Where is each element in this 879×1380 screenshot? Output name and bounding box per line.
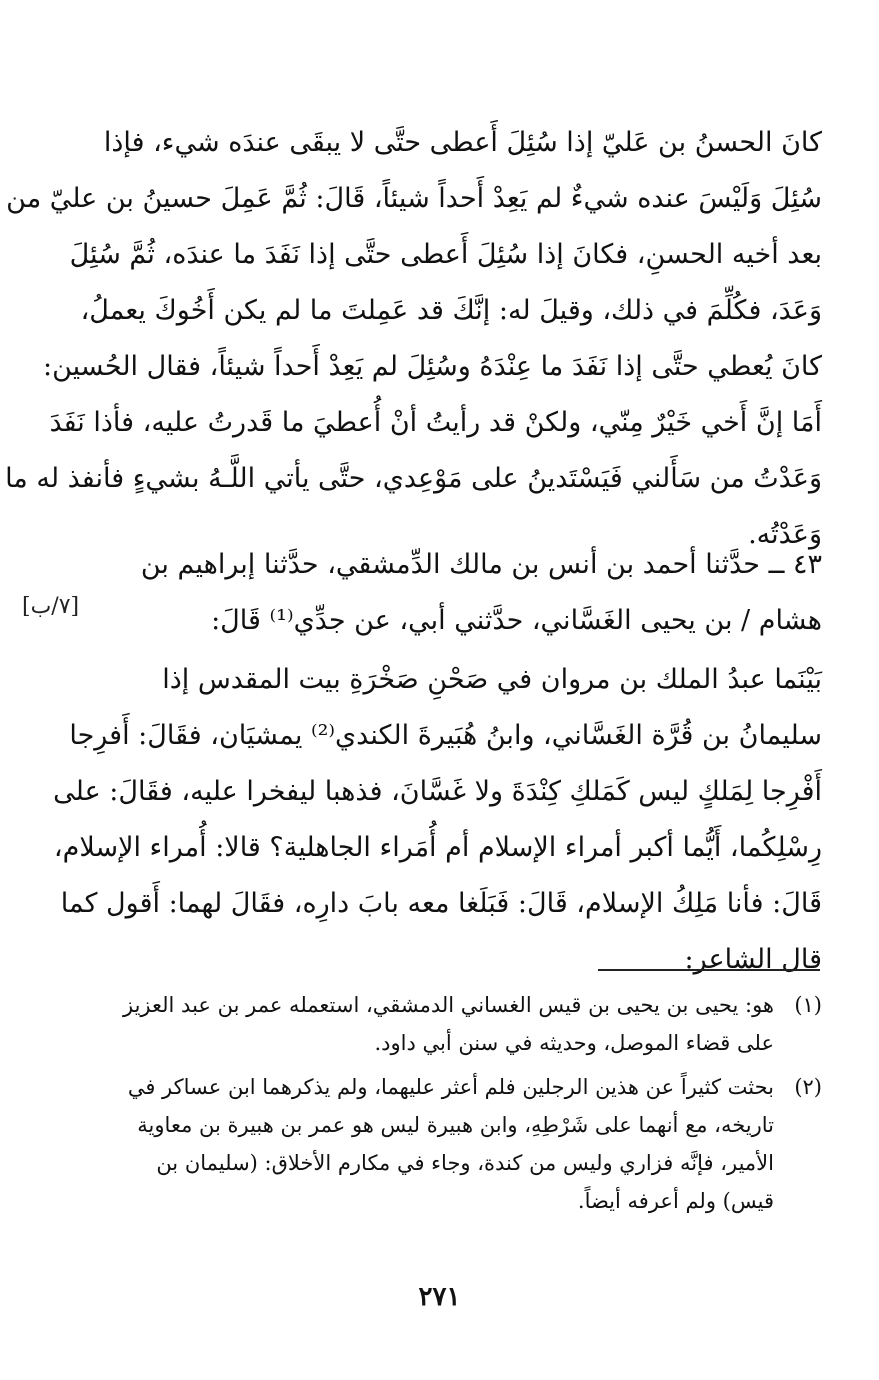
- text-line: أَمَا إنَّ أَخي خَيْرٌ مِنّي، ولكنْ قد رأيتُ أنْ أُعطيَ ما قَدرتُ عليه، فأذا نَفَدَ: [49, 407, 822, 438]
- text-line: قال الشاعر:: [684, 944, 822, 975]
- text-line: هشام / بن يحيى الغَسَّاني، حدَّثني أبي، عن جدِّي⁽¹⁾ قَالَ:: [211, 605, 822, 636]
- footnotes: [92, 986, 822, 1226]
- paragraph-abd-al-malik: [53, 652, 822, 988]
- text-line: بَيْنَما عبدُ الملك بن مروان في صَحْنِ صَخْرَةِ بيت المقدس إذا: [162, 664, 822, 695]
- text-line: أَفْرِجا لِمَلكٍ ليس كَمَلكِ كِنْدَةَ ولا غَسَّانَ، فذهبا ليفخرا عليه، فقَالَ: على: [53, 776, 822, 807]
- text-line: قَالَ: فأنا مَلِكُ الإسلام، قَالَ: فَبَلَغا معه بابَ دارِه، فقَالَ لهما: أَقول كما: [60, 888, 822, 919]
- footnote-line: بحثت كثيراً عن هذين الرجلين فلم أعثر عليهما، ولم يذكرهما ابن عساكر في: [127, 1075, 774, 1099]
- text-line: وَعَدَ، فكُلِّمَ في ذلك، وقيلَ له: إنَّكَ قد عَمِلتَ ما لم يكن أَخُوكَ يعملُ،: [80, 295, 822, 326]
- text-line: وَعَدْتُه.: [748, 519, 822, 550]
- text-line: ٤٣ ــ حدَّثنا أحمد بن أنس بن مالك الدِّمشقي، حدَّثنا إبراهيم بن: [140, 549, 822, 580]
- footnote-number: (٢): [794, 1075, 822, 1099]
- footnote-2: [92, 1068, 822, 1220]
- text-line: كانَ الحسنُ بن عَليّ إذا سُئِلَ أَعطى حتَّى لا يبقَى عندَه شيء، فإذا: [103, 127, 822, 158]
- text-line: وَعَدْتُ من سَأَلني فَيَسْتَدينُ على مَوْعِدي، حتَّى يأتي اللَّـهُ بشيءٍ فأنفذ له ما: [5, 463, 822, 494]
- folio-marker: [٧/ب]: [22, 594, 80, 619]
- paragraph-hasan-husain: [5, 115, 822, 563]
- text-line: سُئِلَ وَلَيْسَ عنده شيءٌ لم يَعِدْ أَحداً شيئاً، قَالَ: ثُمَّ عَمِلَ حسينُ بن عليّ من: [6, 183, 822, 214]
- footnote-line: قيس) ولم أعرفه أيضاً.: [577, 1189, 774, 1213]
- footnote-line: تاريخه، مع أنهما على شَرْطِهِ، وابن هبيرة ليس هو عمر بن هبيرة بن معاوية: [137, 1113, 774, 1137]
- footnote-divider: [598, 969, 820, 971]
- footnote-1: [92, 986, 822, 1062]
- text-line: سليمانُ بن قُرَّة الغَسَّاني، وابنُ هُبَيرةَ الكندي⁽²⁾ يمشيَان، فقَالَ: أَفرِجا: [69, 720, 822, 751]
- text-line: رِسْلِكُما، أَيُّما أكبر أمراء الإسلام أم أُمَراء الجاهلية؟ قالا: أُمراء الإسلام،: [53, 832, 822, 863]
- page-number: ٢٧١: [418, 1282, 461, 1312]
- hadith-43-isnad: [92, 537, 822, 649]
- footnote-number: (١): [794, 993, 822, 1017]
- footnote-line: الأمير، فإنَّه فزاري وليس من كندة، وجاء في مكارم الأخلاق: (سليمان بن: [156, 1151, 774, 1175]
- text-line: بعد أخيه الحسنِ، فكانَ إذا سُئِلَ أَعطى حتَّى إذا نَفَدَ ما عندَه، ثُمَّ سُئِلَ: [69, 239, 822, 270]
- text-line: كانَ يُعطي حتَّى إذا نَفَدَ ما عِنْدَهُ وسُئِلَ لم يَعِدْ أَحداً شيئاً، فقال الحُسين:: [43, 351, 822, 382]
- footnote-line: على قضاء الموصل، وحديثه في سنن أبي داود.: [374, 1031, 774, 1055]
- footnote-line: هو: يحيى بن يحيى بن قيس الغساني الدمشقي، استعمله عمر بن عبد العزيز: [123, 993, 774, 1017]
